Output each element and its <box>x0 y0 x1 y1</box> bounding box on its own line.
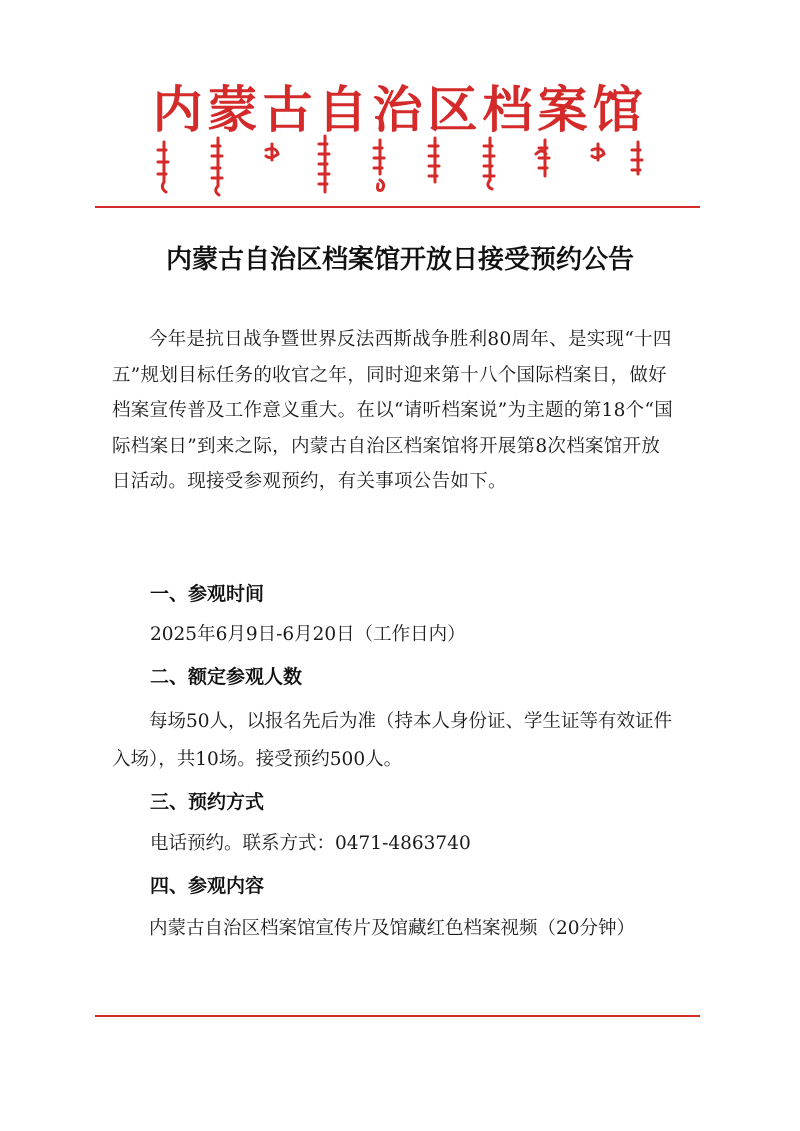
section-heading-visit-content: 四、参观内容 <box>150 875 265 897</box>
section-content-booking-method: 电话预约。联系方式：0471-4863740 <box>150 833 471 854</box>
bottom-red-rule <box>95 1015 700 1017</box>
masthead-org-name: 内蒙古自治区档案馆 <box>152 80 648 139</box>
section-content-visitor-quota: 每场50人，以报名先后为准（持本人身份证、学生证等有效证件入场），共10场。接受预约500人。 <box>112 711 673 770</box>
section-content-visit-content: 内蒙古自治区档案馆宣传片及馆藏红色档案视频（20分钟） <box>149 918 636 939</box>
intro-paragraph: 今年是抗日战争暨世界反法西斯战争胜利80周年、是实现“十四五”规划目标任务的收官之年，同时迎来第十八个国际档案日，做好档案宣传普及工作意义重大。在以“请听档案说”为主题的第18个“国际档案日”到来之际，内蒙古自治区档案馆将开展第8次档案馆开放日活动。现接受参观预约，有关事项公告如下。 <box>112 329 674 492</box>
section-heading-visit-time: 一、参观时间 <box>150 583 265 605</box>
mongolian-script-logo <box>150 130 650 200</box>
section-content-visit-time: 2025年6月9日-6月20日（工作日内） <box>150 624 466 645</box>
section-heading-booking-method: 三、预约方式 <box>150 791 265 813</box>
section-heading-visitor-quota: 二、额定参观人数 <box>150 666 303 688</box>
document-title: 内蒙古自治区档案馆开放日接受预约公告 <box>165 245 634 275</box>
top-red-rule <box>95 206 700 208</box>
